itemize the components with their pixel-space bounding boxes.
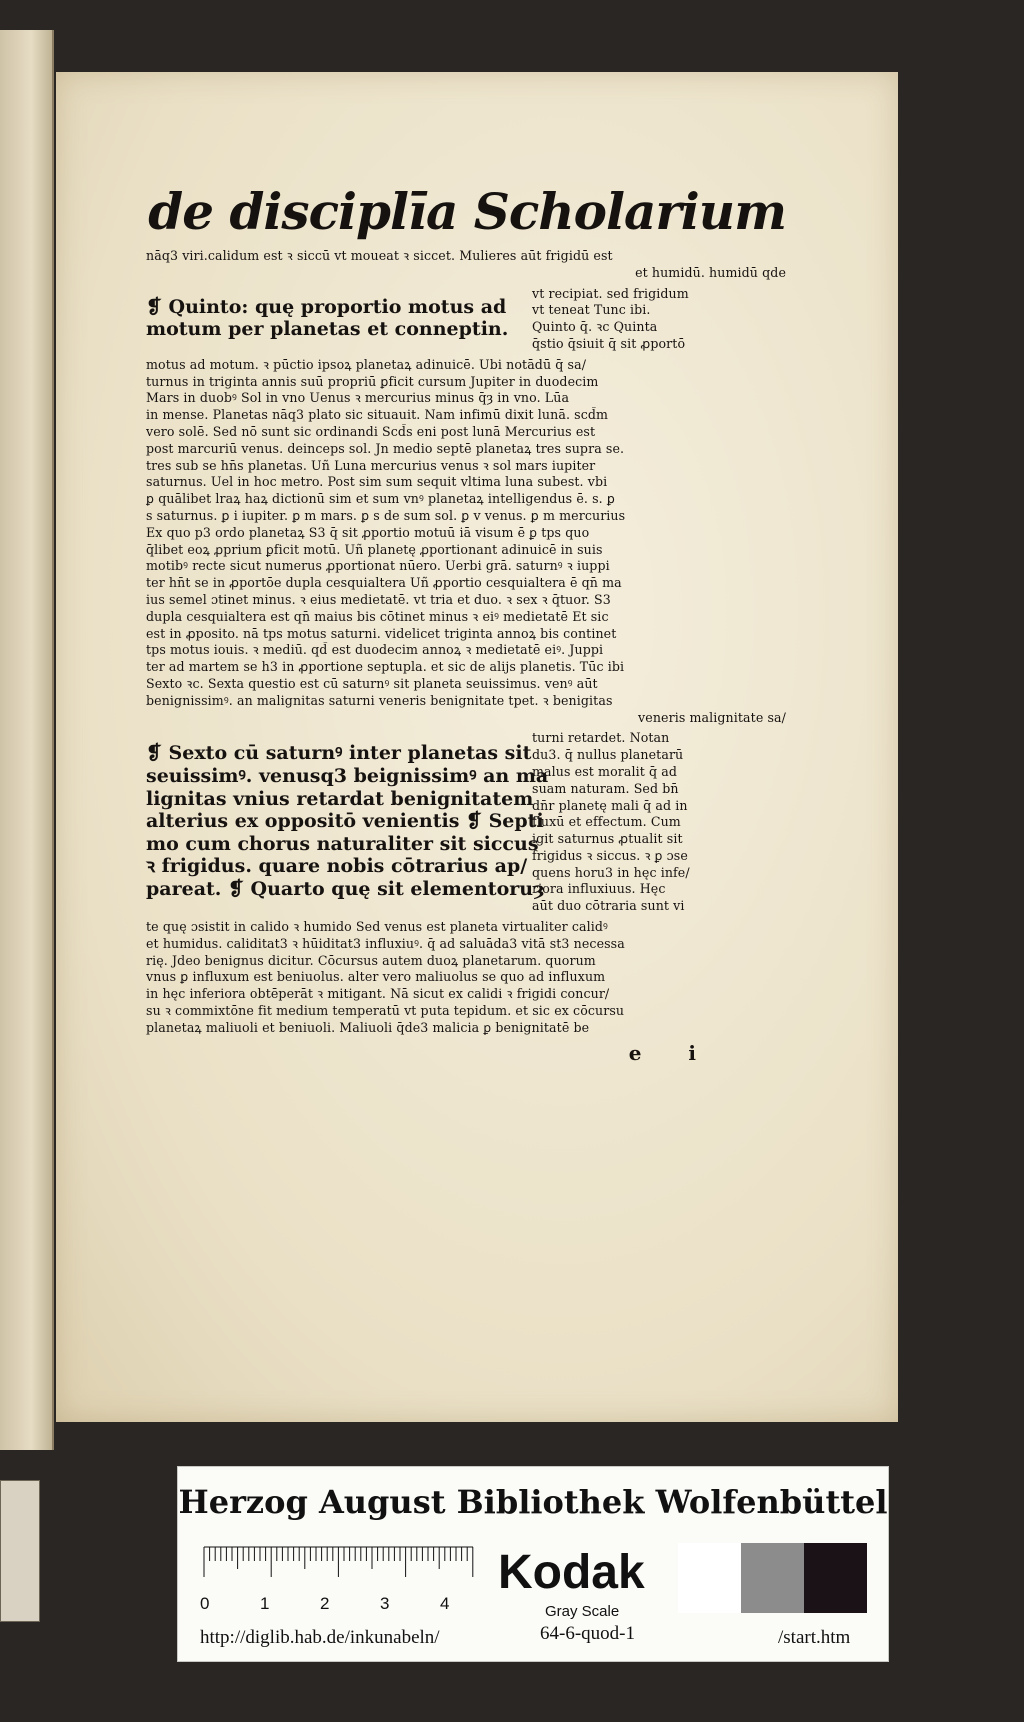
text-line: turni retardet. Notan: [532, 730, 670, 746]
text-line: suam naturam. Sed bn̄: [532, 780, 679, 796]
section-sexto: [146, 730, 786, 915]
text-line: vero solē. Sed nō sunt sic ordinandi Scd̄s eni post lunā Mercurius est: [146, 423, 596, 439]
text-line: et humidū. humidū qde: [635, 264, 786, 280]
text-line: su ꝛ commixtōne fit medium temperatū vt puta tepidum. et sic ex cōcursu: [146, 1003, 625, 1019]
signature-mark: e i: [628, 1040, 716, 1065]
text-line: vt teneat Tunc ibi.: [532, 302, 651, 318]
text-line: quens horu3 in hęc infe/: [532, 864, 690, 880]
text-line: fluxū et effectum. Cum: [532, 814, 681, 830]
text-line: Mars in duobꝰ Sol in vno Uenus ꝛ mercurius minus q̄ȝ in vno. Lūa: [146, 390, 570, 406]
text-line: post marcuriū venus. deinceps sol. Jn medio septē planetaꝝ tres supra se.: [146, 440, 625, 456]
text-line: te quę ɔsistit in calido ꝛ humido Sed venus est planeta virtualiter calidꝰ: [146, 919, 608, 935]
measurement-ruler: [194, 1539, 494, 1619]
text-line: ꝑ quālibet lraꝝ haꝝ dictionū sim et sum vnꝰ planetaꝝ intelligendus ē. s. ꝑ: [146, 491, 615, 507]
text-line: riora influxiuus. Hęc: [532, 881, 666, 897]
color-reference-card: [177, 1466, 889, 1662]
facing-page-label: [0, 1480, 40, 1622]
facing-page-edge: [0, 30, 54, 1450]
text-line: planetaꝝ maliuoli et beniuoli. Maliuoli q̄de3 malicia ꝑ benignitatē be: [146, 1019, 590, 1035]
text-line: Sexto ꝛc. Sexta questio est cū saturnꝰ sit planeta seuissimus. venꝰ aūt: [146, 675, 598, 691]
text-line: benignissimꝰ. an malignitas saturni veneris benignitate tpet. ꝛ benigitas: [146, 692, 613, 708]
text-line: et humidus. caliditat3 ꝛ hūiditat3 influxiuꝰ. q̄ ad saluāda3 vitā st3 necessa: [146, 935, 625, 951]
text-line: saturnus. Uel in hoc metro. Post sim sum sequit vltima luna subest. vbi: [146, 474, 608, 490]
text-line: ius semel ɔtinet minus. ꝛ eius medietatē. vt tria et duo. ꝛ sex ꝛ q̄tuor. S3: [146, 591, 611, 607]
text-line: q̄libet eoꝝ ꝓprium ꝑficit motū. Uñ planetę ꝓportionant adinuicē in suis: [146, 541, 603, 557]
text-line: nāq3 viri.calidum est ꝛ siccū vt moueat ꝛ siccet. Mulieres aūt frigidū est: [146, 248, 613, 263]
bottom-lines: [146, 919, 786, 1037]
text-line: ter ad martem se h3 in ꝓportione septupla. et sic de alijs planetis. Tūc ibi: [146, 659, 625, 675]
ruler-number: 2: [320, 1594, 330, 1613]
text-line: tps motus iouis. ꝛ mediū. qd̄ est duodecim annoꝝ ꝛ medietatē eiꝰ. Juppi: [146, 642, 604, 658]
text-line: motibꝰ recte sicut numerus ꝓportionat nūero. Uerbi grā. saturnꝰ ꝛ iuppi: [146, 558, 610, 574]
text-line: motus ad motum. ꝛ pūctio ipsoꝝ planetaꝝ adinuicē. Ubi notādū q̄ sa/: [146, 356, 587, 372]
section-heading-line: seuissimꝰ. venusq3 beignissimꝰ an ma: [146, 764, 549, 787]
section-heading-line: lignitas vnius retardat benignitatem: [146, 787, 534, 810]
section-heading-line: ❡ Quinto: quę proportio motus ad: [146, 295, 507, 318]
middle-lines: [146, 357, 786, 727]
ruler-number: 1: [260, 1594, 270, 1613]
text-line: s saturnus. ꝑ i iupiter. ꝑ m mars. ꝑ s de sum sol. ꝑ v venus. ꝑ m mercurius: [146, 507, 626, 523]
ruler-number: 4: [440, 1594, 450, 1613]
gray-swatches: [678, 1543, 867, 1613]
swatch-white: [678, 1543, 741, 1613]
text-line: in mense. Planetas nāq3 plato sic situauit. Nam infimū dixit lunā. scd̄m: [146, 407, 609, 423]
text-line: in hęc inferiora obtēperāt ꝛ mitigant. Nā sicut ex calidi ꝛ frigidi concur/: [146, 986, 610, 1002]
page-heading: de disciplīa Scholarium: [148, 182, 786, 241]
page-text: [146, 182, 786, 1065]
text-line: tres sub se hn̄s planetas. Uñ Luna mercurius venus ꝛ sol mars iupiter: [146, 457, 596, 473]
section-heading-line: alterius ex oppositō venientis ❡ Septi: [146, 810, 544, 833]
text-line: igit saturnus ꝓtualit sit: [532, 831, 683, 847]
section-quinto: [146, 286, 786, 353]
section-heading-line: mo cum chorus naturaliter sit siccus: [146, 832, 539, 855]
url-shelfmark: 64-6-quod-1: [540, 1623, 635, 1644]
text-line: dupla cesquialtera est qn̄ maius bis cōtinet minus ꝛ eiꝰ medietatē Et sic: [146, 608, 609, 624]
text-line: ter hn̄t se in ꝓportōe dupla cesquialtera Uñ ꝓportio cesquialtera ē qn̄ ma: [146, 575, 622, 591]
manuscript-page: [56, 72, 898, 1422]
url-suffix: /start.htm: [778, 1627, 851, 1648]
text-line: turnus in triginta annis suū propriū ꝑficit cursum Jupiter in duodecim: [146, 373, 599, 389]
text-line: du3. q̄ nullus planetarū: [532, 747, 684, 763]
library-name: Herzog August Bibliothek Wolfenbüttel: [178, 1483, 888, 1521]
text-line: q̄stio q̄siuit q̄ sit ꝓportō: [532, 335, 686, 351]
text-line: veneris malignitate sa/: [638, 709, 786, 725]
brand-logo: Kodak: [498, 1546, 645, 1599]
text-line: frigidus ꝛ siccus. ꝛ ꝑ ɔse: [532, 847, 688, 863]
text-line: Quinto q̄. ꝛc Quinta: [532, 319, 658, 335]
section-heading-line: pareat. ❡ Quarto quę sit elementoruȝ: [146, 877, 545, 900]
top-lines: [146, 248, 786, 282]
text-line: est in ꝓposito. nā tps motus saturni. videlicet triginta annoꝝ bis continet: [146, 625, 617, 641]
text-line: Ex quo p3 ordo planetaꝝ S3 q̄ sit ꝓportio motuū iā visum ē ꝑ tps quo: [146, 524, 590, 540]
text-line: vnus ꝑ influxum est beniuolus. alter vero maliuolus se quo ad influxum: [146, 969, 606, 985]
swatch-black: [804, 1543, 867, 1613]
text-line: vt recipiat. sed frigidum: [532, 285, 689, 301]
ruler-number: 0: [200, 1594, 210, 1613]
url-base: http://diglib.hab.de/inkunabeln/: [200, 1627, 440, 1648]
ruler-number: 3: [380, 1594, 390, 1613]
text-line: dn̄r planetę mali q̄ ad in: [532, 797, 688, 813]
section-heading-line: motum per planetas et conneptin.: [146, 318, 509, 341]
text-line: rię. Jdeo benignus dicitur. Cōcursus autem duoꝝ planetarum. quorum: [146, 952, 596, 968]
section-heading-line: ꝛ frigidus. quare nobis cōtrarius ap/: [146, 855, 528, 878]
swatch-gray: [741, 1543, 804, 1613]
gray-scale-label: Gray Scale: [545, 1603, 620, 1620]
text-line: aūt duo cōtraria sunt vi: [532, 898, 685, 914]
text-line: malus est moralit q̄ ad: [532, 763, 678, 779]
section-heading-line: ❡ Sexto cū saturnꝰ inter planetas sit: [146, 742, 532, 765]
